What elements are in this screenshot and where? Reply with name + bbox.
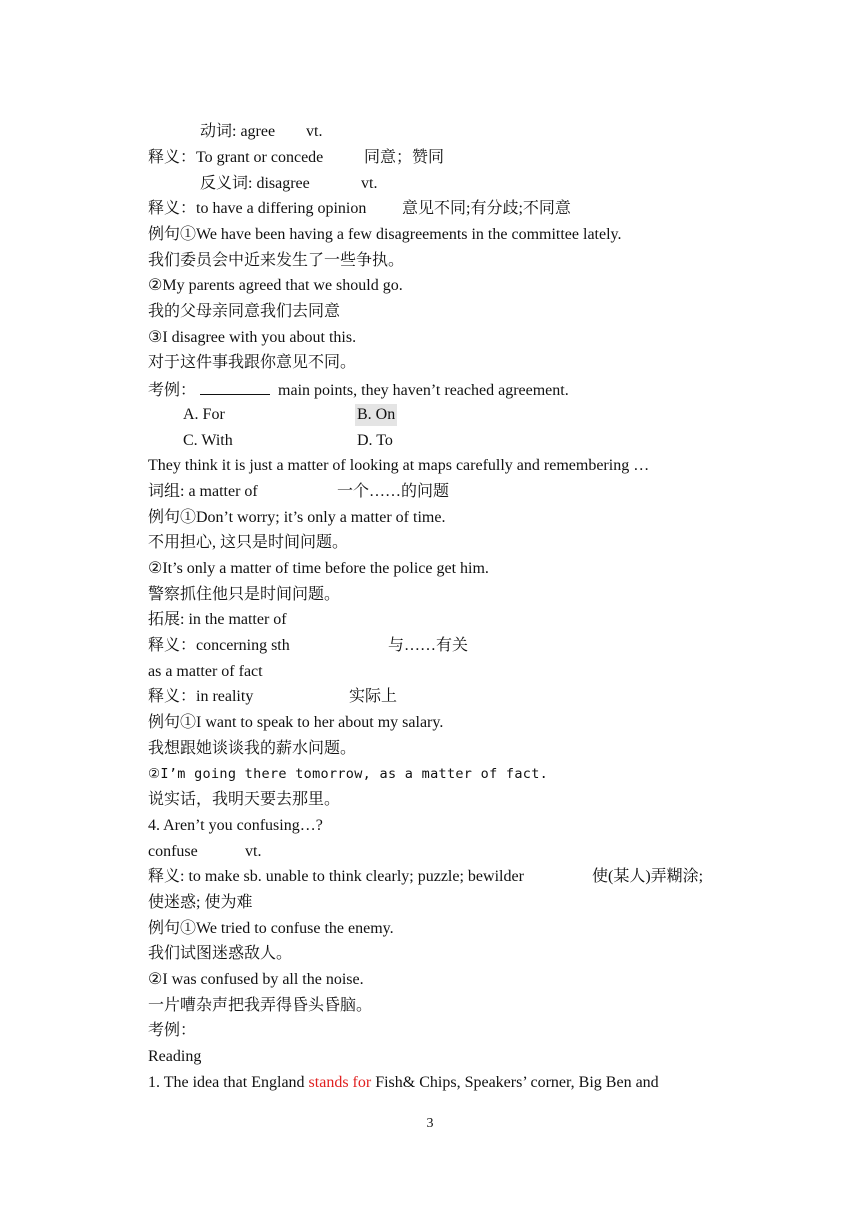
pos-label: vt. [245,843,262,860]
verb-agree: 动词: agree [200,123,276,140]
example-sentence: 例句①We tried to confuse the enemy. [148,920,394,937]
example-sentence: 例句①Don’t worry; it’s only a matter of time. [148,509,446,526]
option-row [183,430,393,452]
option-b: B. On [355,404,397,426]
example-sentence: 例句①We have been having a few disagreements in the committee lately. [148,226,622,243]
definition-disagree: 释义：to have a differing opinion [148,200,367,217]
definition-agree: 释义：To grant or concede [148,149,324,166]
option-a: A. For [183,406,225,423]
example-translation: 我们委员会中近来发生了一些争执。 [148,252,405,269]
definition-line [148,147,445,169]
definition-disagree-cn: 意见不同;有分歧;不同意 [402,200,571,217]
definition-line [148,635,469,657]
definition-en: 释义: to make sb. unable to think clearly; puzzle; bewilder [148,868,524,885]
definition-agree-cn: 同意；赞同 [364,149,445,166]
phrase-a-matter-of: 词组: a matter of [148,483,258,500]
phrase-line [148,481,450,503]
example-sentence: ②My parents agreed that we should go. [148,277,403,294]
exam-question-text: main points, they haven’t reached agreement. [278,382,569,399]
extension-phrase: 拓展: in the matter of [148,611,287,628]
definition-en: 释义：concerning sth [148,637,290,654]
example-translation: 对于这件事我跟你意见不同。 [148,354,357,371]
page-number: 3 [426,1116,434,1131]
antonym-line [200,173,378,195]
reading-sentence [148,1072,659,1094]
exam-question [148,378,569,402]
word-line [148,841,262,863]
example-sentence: ②I was confused by all the noise. [148,971,364,988]
phrase-meaning-cn: 一个……的问题 [337,483,450,500]
example-sentence: ③I disagree with you about this. [148,329,357,346]
verb-line [200,121,323,143]
option-d: D. To [357,432,393,449]
exam-label: 考例： [148,382,197,399]
pos-label: vt. [361,175,378,192]
section-heading-reading: Reading [148,1048,202,1065]
option-row [183,404,396,426]
definition-cn: 与……有关 [388,637,469,654]
pos-label: vt. [306,123,323,140]
section-item-heading: 4. Aren’t you confusing…? [148,817,323,834]
example-sentence: 例句①I want to speak to her about my salary. [148,714,444,731]
definition-cn-continued: 使迷惑; 使为难 [148,894,253,911]
example-translation: 我们试图迷惑敌人。 [148,945,293,962]
exam-label: 考例： [148,1022,197,1039]
antonym-disagree: 反义词: disagree [200,175,310,192]
example-sentence: ②It’s only a matter of time before the police get him. [148,560,489,577]
example-translation: 我想跟她谈谈我的薪水问题。 [148,740,357,757]
example-translation: 不用担心, 这只是时间问题。 [148,534,349,551]
text-quote: They think it is just a matter of looking at maps carefully and remembering … [148,457,650,474]
definition-en: 释义：in reality [148,688,254,705]
definition-cn: 使(某人)弄糊涂; [592,868,704,885]
word-confuse: confuse [148,843,198,860]
definition-line [148,198,571,220]
option-c: C. With [183,432,233,449]
example-translation: 一片嘈杂声把我弄得昏头昏脑。 [148,997,373,1014]
example-translation: 我的父母亲同意我们去同意 [148,303,341,320]
definition-line [148,866,704,888]
definition-line [148,686,398,708]
reading-text: 1. The idea that England [148,1074,305,1091]
example-sentence: ②I’m going there tomorrow, as a matter of fact. [148,766,549,782]
extension-phrase: as a matter of fact [148,663,263,680]
highlighted-phrase: stands for [308,1074,372,1091]
answer-blank [200,378,270,395]
example-translation: 说实话，我明天要去那里。 [148,791,341,808]
reading-text: Fish& Chips, Speakers’ corner, Big Ben and [375,1074,659,1091]
example-translation: 警察抓住他只是时间问题。 [148,586,341,603]
definition-cn: 实际上 [349,688,398,705]
